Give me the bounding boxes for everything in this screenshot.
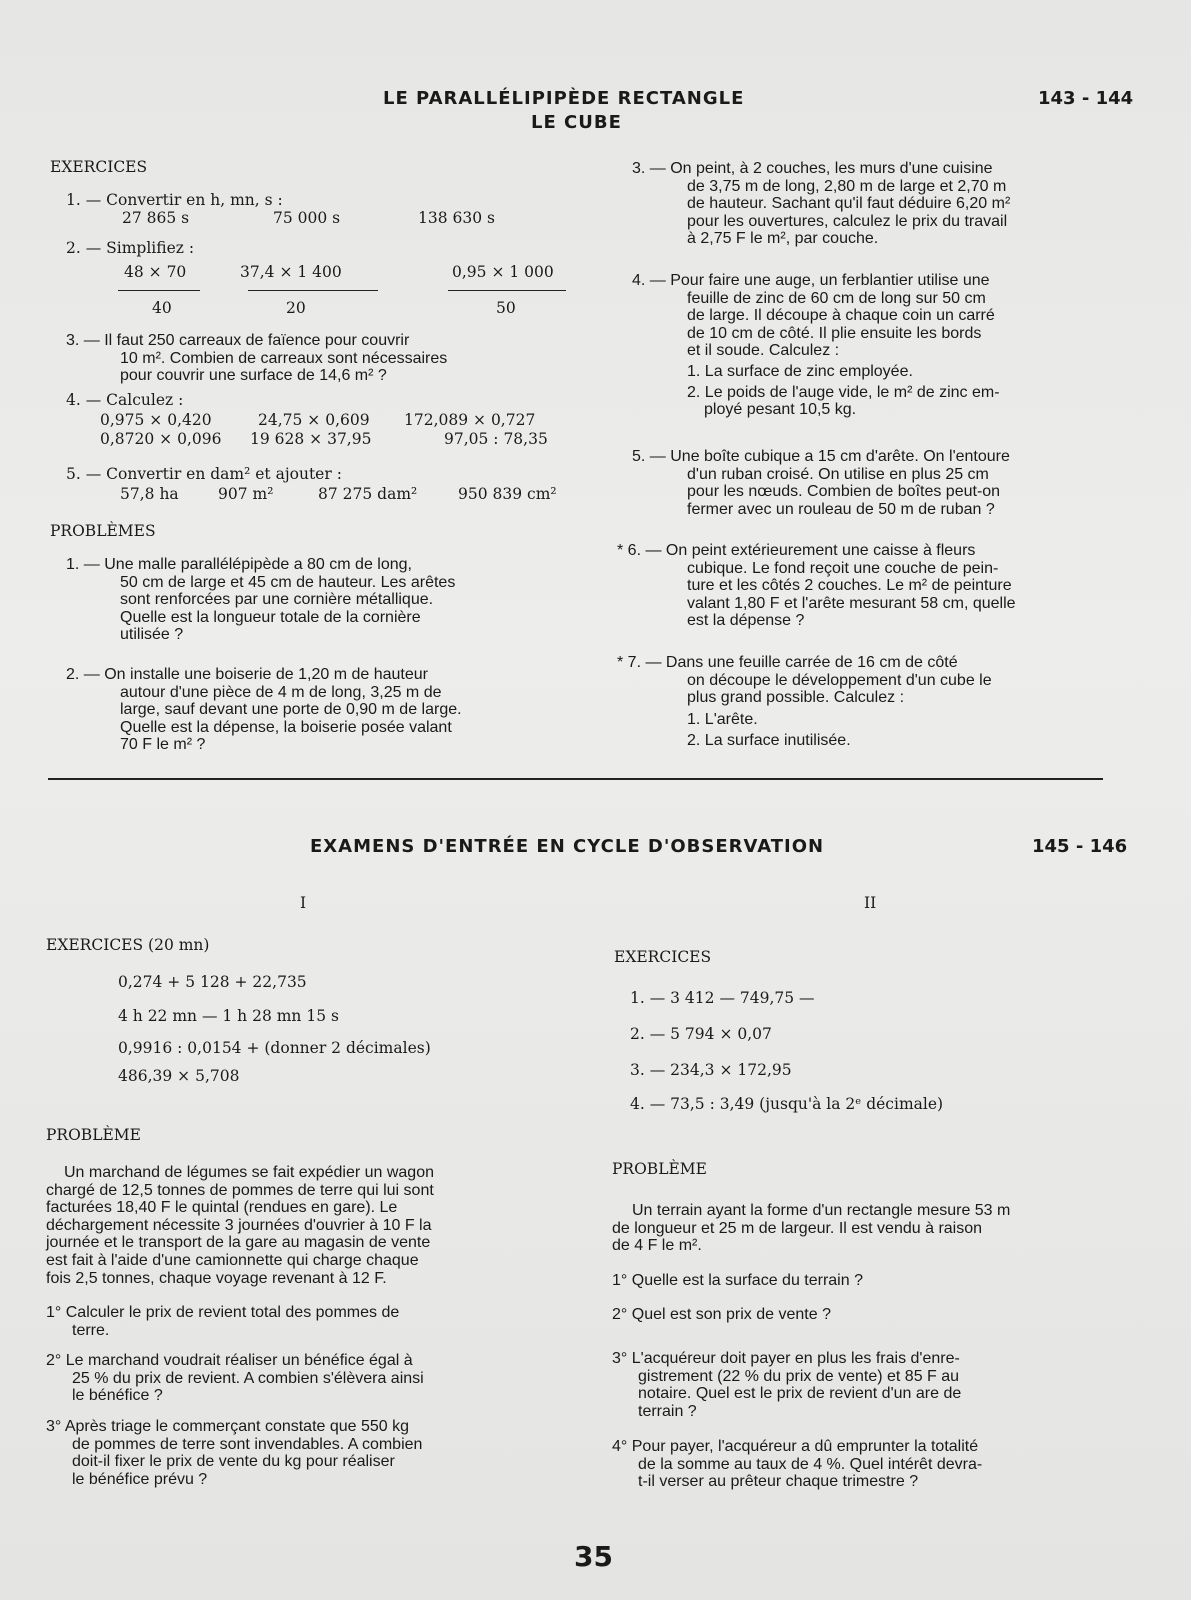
exercise-4-value: 97,05 : 78,35 [444,430,548,448]
text-line: chargé de 12,5 tonnes de pommes de terre qui lui sont [46,1181,434,1199]
text-line: fermer avec un rouleau de 50 m de ruban ? [687,500,995,518]
section1-title-line2: LE CUBE [531,112,622,133]
text-line: 2° Quel est son prix de vente ? [612,1306,831,1323]
section2-title: EXAMENS D'ENTRÉE EN CYCLE D'OBSERVATION [310,836,825,857]
text-line: pour couvrir une surface de 14,6 m² ? [120,367,387,385]
text-line: de pommes de terre sont invendables. A combien [72,1435,423,1453]
exam-exercise: 4 h 22 mn — 1 h 28 mn 15 s [118,1007,339,1025]
text-line: ture et les côtés 2 couches. Le m² de peinture [687,577,1012,595]
fraction-bar [448,290,566,291]
text-line: doit-il fixer le prix de vente du kg pour réaliser [72,1453,395,1471]
exam-question-1 [46,1304,566,1339]
text-line: Un marchand de légumes se fait expédier un wagon [64,1164,434,1181]
exam-question-3 [612,1350,1132,1420]
fraction-denominator: 50 [496,299,516,317]
text-line: on découpe le développement d'un cube le [687,671,992,689]
exercise-1-value: 75 000 s [273,209,341,227]
text-line: 1. — Une malle parallélépipède a 80 cm de long, [66,556,412,573]
exam-exercise: 3. — 234,3 × 172,95 [630,1061,792,1079]
exercices-heading: EXERCICES [50,158,148,176]
fraction-numerator: 48 × 70 [124,263,187,281]
section-divider [48,778,1103,780]
fraction-numerator: 37,4 × 1 400 [240,263,342,281]
exam-probleme-heading: PROBLÈME [612,1160,707,1178]
section1-title-line1: LE PARALLÉLIPIPÈDE RECTANGLE [383,88,745,109]
text-line: le bénéfice prévu ? [72,1470,208,1488]
text-line: 1° Calculer le prix de revient total des pommes de [46,1304,400,1321]
text-line: de large. Il découpe à chaque coin un carré [687,307,995,325]
probleme-2 [66,666,566,754]
text-line: de la somme au taux de 4 %. Quel intérêt devra- [638,1455,983,1473]
text-line: le bénéfice ? [72,1387,163,1405]
text-line: de 3,75 m de long, 2,80 m de large et 2,70 m [687,177,1007,195]
text-line: d'un ruban croisé. On utilise en plus 25 cm [687,465,989,483]
text-line: valant 1,80 F et l'arête mesurant 58 cm, quelle [687,594,1016,612]
section2-lesson-numbers: 145 - 146 [1032,836,1128,857]
text-line: utilisée ? [120,626,184,644]
text-line: 3° Après triage le commerçant constate que 550 kg [46,1418,410,1435]
text-line: gistrement (22 % du prix de vente) et 85 F au [638,1367,960,1385]
text-line: 2. — On installe une boiserie de 1,20 m de hauteur [66,666,428,683]
text-line: 2° Le marchand voudrait réaliser un bénéfice égal à [46,1352,413,1369]
exercise-5-value: 950 839 cm² [458,485,557,503]
text-line: plus grand possible. Calculez : [687,689,905,707]
probleme-5 [632,448,1132,518]
page-number: 35 [574,1540,613,1573]
text-line: Quelle est la dépense, la boiserie posée valant [120,718,452,736]
exam-question-2 [46,1352,566,1405]
exercise-1-label: 1. — Convertir en h, mn, s : [66,191,283,209]
text-line: 2. Le poids de l'auge vide, le m² de zinc em- [687,383,1000,401]
text-line: 2. La surface inutilisée. [687,732,851,750]
text-line: et il soude. Calculez : [687,342,840,360]
text-line: Un terrain ayant la forme d'un rectangle mesure 53 m [632,1202,1011,1219]
text-line: est la dépense ? [687,612,805,630]
text-line: Quelle est la longueur totale de la cornière [120,608,421,626]
fraction-bar [248,290,378,291]
exam-exercices-heading: EXERCICES [614,948,712,966]
exam-exercise: 0,9916 : 0,0154 + (donner 2 décimales) [118,1039,431,1057]
text-line: 10 m². Combien de carreaux sont nécessaires [120,349,448,367]
text-line: de 10 cm de côté. Il plie ensuite les bords [687,324,982,342]
text-line: de hauteur. Sachant qu'il faut déduire 6,20 m² [687,195,1011,213]
text-line: déchargement nécessite 3 journées d'ouvrier à 10 F la [46,1216,432,1234]
text-line: ployé pesant 10,5 kg. [704,401,857,419]
fraction-bar [118,290,200,291]
exam-exercise: 4. — 73,5 : 3,49 (jusqu'à la 2ᵉ décimale) [630,1095,944,1113]
exam-probleme-intro [46,1164,566,1287]
text-line: de 4 F le m². [612,1237,702,1255]
text-line: 5. — Une boîte cubique a 15 cm d'arête. On l'entoure [632,448,1010,465]
text-line: feuille de zinc de 60 cm de long sur 50 cm [687,289,986,307]
text-line: t-il verser au prêteur chaque trimestre ? [638,1473,919,1491]
text-line: 1. La surface de zinc employée. [687,362,913,380]
text-line: notaire. Quel est le prix de revient d'un are de [638,1385,962,1403]
text-line: sont renforcées par une cornière métallique. [120,591,434,609]
text-line: fois 2,5 tonnes, chaque voyage revenant à 12 F. [46,1269,387,1287]
fraction-denominator: 40 [152,299,172,317]
exam-question-3 [46,1418,566,1488]
exercise-4-value: 172,089 × 0,727 [404,411,536,429]
text-line: 3. — On peint, à 2 couches, les murs d'une cuisine [632,160,993,177]
exam-question-2 [612,1306,1132,1324]
text-line: à 2,75 F le m², par couche. [687,230,879,248]
text-line: autour d'une pièce de 4 m de long, 3,25 m de [120,683,442,701]
text-line: pour les ouvertures, calculez le prix du travail [687,212,1008,230]
text-line: est fait à l'aide d'une camionnette qui charge chaque [46,1251,419,1269]
text-line: pour les nœuds. Combien de boîtes peut-on [687,483,1001,501]
probleme-3 [632,160,1132,248]
text-line: de longueur et 25 m de largeur. Il est vendu à raison [612,1219,983,1237]
column-1-roman-numeral: I [300,894,307,912]
text-line: 4° Pour payer, l'acquéreur a dû emprunter la totalité [612,1438,979,1455]
exercise-1-value: 138 630 s [418,209,495,227]
fraction-denominator: 20 [286,299,306,317]
problemes-heading: PROBLÈMES [50,522,156,540]
text-line: 4. — Pour faire une auge, un ferblantier utilise une [632,272,990,289]
exam-probleme-heading: PROBLÈME [46,1126,141,1144]
text-line: * 7. — Dans une feuille carrée de 16 cm de côté [617,654,958,671]
probleme-1 [66,556,566,644]
probleme-4 [632,272,1132,419]
exam-exercise: 2. — 5 794 × 0,07 [630,1025,772,1043]
text-line: journée et le transport de la gare au magasin de vente [46,1234,431,1252]
exercise-4-value: 19 628 × 37,95 [250,430,372,448]
text-line: 1. L'arête. [687,710,758,728]
text-line: cubique. Le fond reçoit une couche de pein- [687,559,999,577]
exercise-4-value: 0,8720 × 0,096 [100,430,222,448]
text-line: 50 cm de large et 45 cm de hauteur. Les arêtes [120,573,456,591]
text-line: terre. [72,1321,110,1339]
text-line: * 6. — On peint extérieurement une caisse à fleurs [617,542,976,559]
exam-question-1 [612,1272,1132,1290]
probleme-7 [617,654,1137,750]
exercise-5-value: 87 275 dam² [318,485,418,503]
text-line: 3° L'acquéreur doit payer en plus les frais d'enre- [612,1350,960,1367]
exam-exercise: 1. — 3 412 — 749,75 — [630,989,815,1007]
exercise-4-value: 0,975 × 0,420 [100,411,212,429]
column-2-roman-numeral: II [864,894,877,912]
section1-lesson-numbers: 143 - 144 [1038,88,1134,109]
exercise-2-label: 2. — Simplifiez : [66,239,195,257]
exercise-5-value: 907 m² [218,485,274,503]
exercise-5-label: 5. — Convertir en dam² et ajouter : [66,465,342,483]
text-line: large, sauf devant une porte de 0,90 m de large. [120,701,462,719]
exercise-5-value: 57,8 ha [120,485,179,503]
fraction-numerator: 0,95 × 1 000 [452,263,554,281]
text-line: 1° Quelle est la surface du terrain ? [612,1272,863,1289]
exam-exercise: 0,274 + 5 128 + 22,735 [118,973,307,991]
exercise-4-label: 4. — Calculez : [66,391,184,409]
exam-exercices-heading: EXERCICES (20 mn) [46,936,210,954]
text-line: 70 F le m² ? [120,736,206,754]
exercise-3 [66,332,566,385]
exercise-1-value: 27 865 s [122,209,190,227]
exercise-4-value: 24,75 × 0,609 [258,411,370,429]
exam-exercise: 486,39 × 5,708 [118,1067,240,1085]
exam-probleme-intro [612,1202,1132,1255]
probleme-6 [617,542,1137,630]
text-line: 25 % du prix de revient. A combien s'élèvera ainsi [72,1369,424,1387]
exam-question-4 [612,1438,1132,1491]
text-line: terrain ? [638,1402,697,1420]
text-line: facturées 18,40 F le quintal (rendues en gare). Le [46,1199,398,1217]
text-line: 3. — Il faut 250 carreaux de faïence pour couvrir [66,332,410,349]
